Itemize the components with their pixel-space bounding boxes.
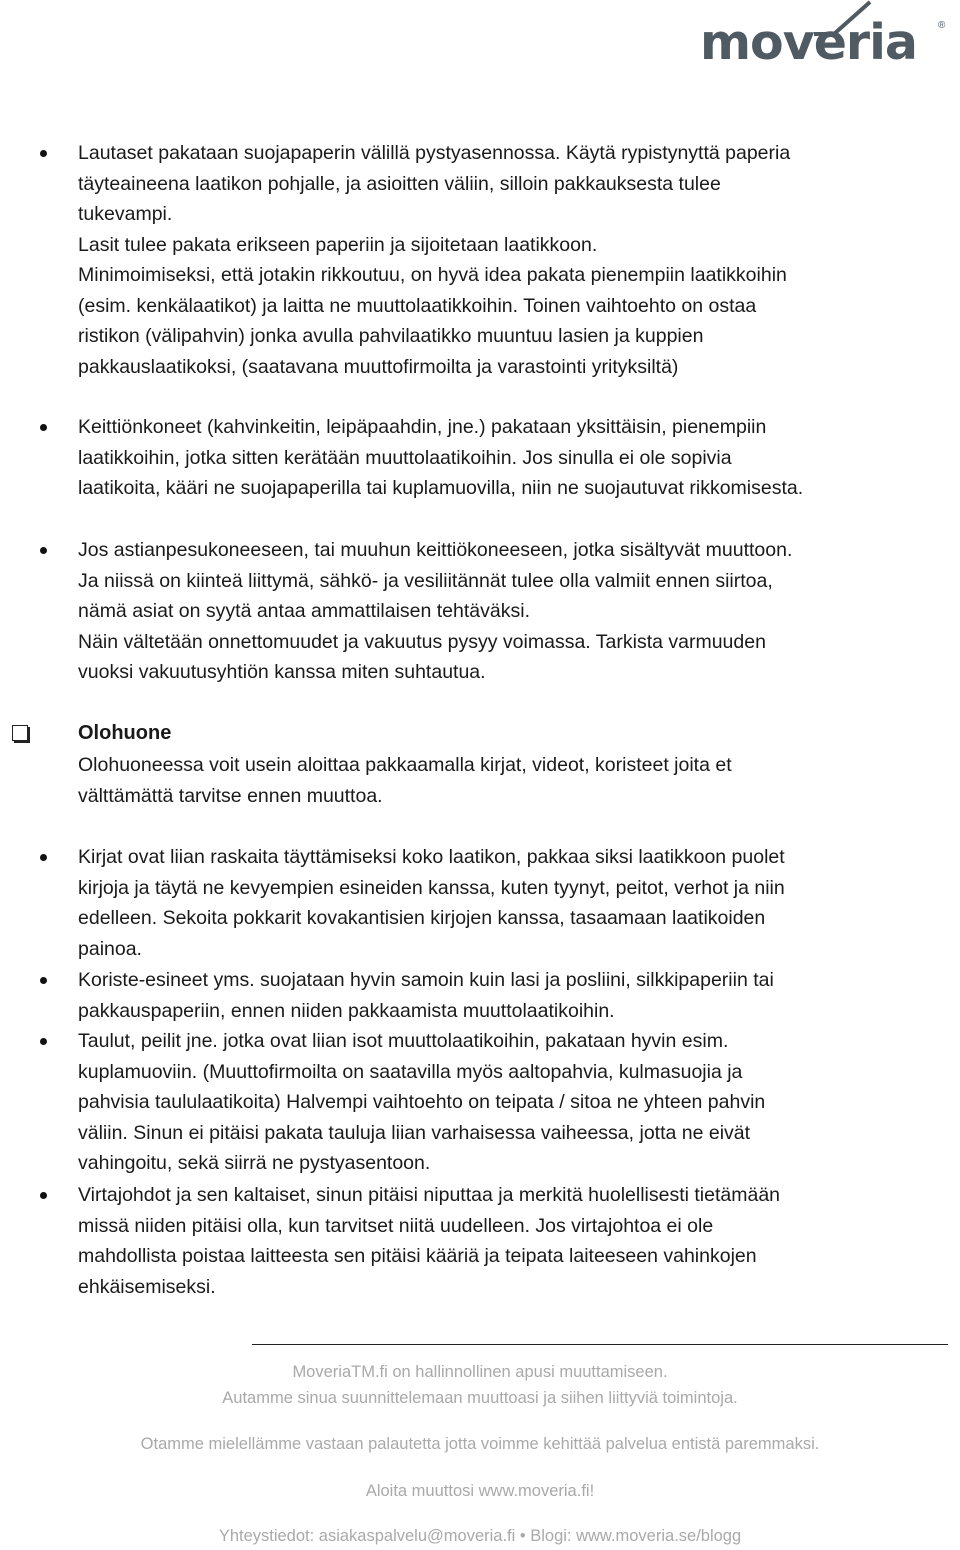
registered-mark: ® <box>938 20 946 31</box>
logo-wordmark: moveria <box>700 14 917 71</box>
bullet-icon <box>40 854 47 861</box>
bullet-icon <box>40 1038 47 1045</box>
bullet-icon <box>40 547 47 554</box>
footer-divider <box>252 1344 948 1345</box>
moveria-logo <box>700 0 950 74</box>
list-item: Taulut, peilit jne. jotka ovat liian isot muuttolaatikoihin, pakataan hyvin esim. kuplamuoviin. (Muuttofirmoilta on saatavilla myös aaltopahvia, kulmasuojia ja pahvisia taululaatikoita) Halvempi vaihtoehto on teipata / sitoa ne yhteen pahvin väliin. Sinun ei pitäisi pakata tauluja liian varhaisessa vaiheessa, jotta ne eivät vahingoitu, sekä siirrä ne pystyasentoon. <box>78 1030 766 1174</box>
footer-feedback: Otamme mielellämme vastaan palautetta jotta voimme kehittää palvelua entistä paremmaksi. <box>140 1435 820 1453</box>
bullet-icon <box>40 977 47 984</box>
section-heading: Olohuone <box>78 722 172 744</box>
list-item: Virtajohdot ja sen kaltaiset, sinun pitäisi niputtaa ja merkitä huolellisesti tietämään missä niiden pitäisi olla, kun tarvitset niitä uudelleen. Jos virtajohtoa ei ole mahdollista poistaa laitteesta sen pitäisi kääriä ja teipata laiteeseen vahinkojen ehkäisemiseksi. <box>78 1184 781 1298</box>
list-item: Keittiönkoneet (kahvinkeitin, leipäpaahdin, jne.) pakataan yksittäisin, pienempiin laatikkoihin, jotka sitten kerätään muuttolaatikoihin. Jos sinulla ei ole sopivia laatikoita, kääri ne suojapaperilla tai kuplamuovilla, niin ne suojautuvat rikkomisesta. <box>78 416 804 499</box>
checkbox-icon <box>12 725 28 741</box>
footer-tagline: MoveriaTM.fi on hallinnollinen apusi muuttamiseen. <box>292 1363 668 1381</box>
list-item: Jos astianpesukoneeseen, tai muuhun keittiökoneeseen, jotka sisältyvät muuttoon. Ja niissä on kiinteä liittymä, sähkö- ja vesiliitännät tulee olla valmiit ennen siirtoa, nämä asiat on syytä antaa ammattilaisen tehtäväksi. Näin vältetään onnettomuudet ja vakuutus pysyy voimassa. Tarkista varmuuden vuoksi vakuutusyhtiön kanssa miten suhtautua. <box>78 539 793 683</box>
footer-contact[interactable]: Yhteystiedot: asiakaspalvelu@moveria.fi • Blogi: www.moveria.se/blogg <box>218 1527 742 1545</box>
section-intro: Olohuoneessa voit usein aloittaa pakkaamalla kirjat, videot, koristeet joita et välttämättä tarvitse ennen muuttoa. <box>78 754 732 807</box>
list-item: Lautaset pakataan suojapaperin välillä pystyasennossa. Käytä rypistynyttä paperia täyteaineena laatikon pohjalle, ja asioitten väliin, silloin pakkauksesta tulee tukevampi. Lasit tulee pakata erikseen paperiin ja sijoitetaan laatikkoon. Minimoimiseksi, että jotakin rikkoutuu, on hyvä idea pakata pienempiin laatikkoihin (esim. kenkälaatikot) ja laitta ne muuttolaatikkoihin. Toinen vaihtoehto on ostaa ristikon (välipahvin) jonka avulla pahvilaatikko muuntuu lasien ja kuppien pakkauslaatikoksi, (saatavana muuttofirmoilta ja varastointi yrityksiltä) <box>78 142 791 378</box>
bullet-icon <box>40 424 47 431</box>
bullet-icon <box>40 150 47 157</box>
list-item: Koriste-esineet yms. suojataan hyvin samoin kuin lasi ja posliini, silkkipaperiin tai pakkauspaperiin, ennen niiden pakkaamista muuttolaatikoihin. <box>78 969 774 1022</box>
footer-cta-link[interactable]: Aloita muuttosi www.moveria.fi! <box>365 1482 595 1500</box>
bullet-icon <box>40 1192 47 1199</box>
list-item: Kirjat ovat liian raskaita täyttämiseksi koko laatikon, pakkaa siksi laatikkoon puolet kirjoja ja täytä ne kevyempien esineiden kanssa, kuten tyynyt, peitot, verhot ja niin edelleen. Sekoita pokkarit kovakantisien kirjojen kanssa, tasaamaan laatikoiden painoa. <box>78 846 785 960</box>
footer-description: Autamme sinua suunnittelemaan muuttoasi ja siihen liittyviä toimintoja. <box>222 1389 738 1407</box>
